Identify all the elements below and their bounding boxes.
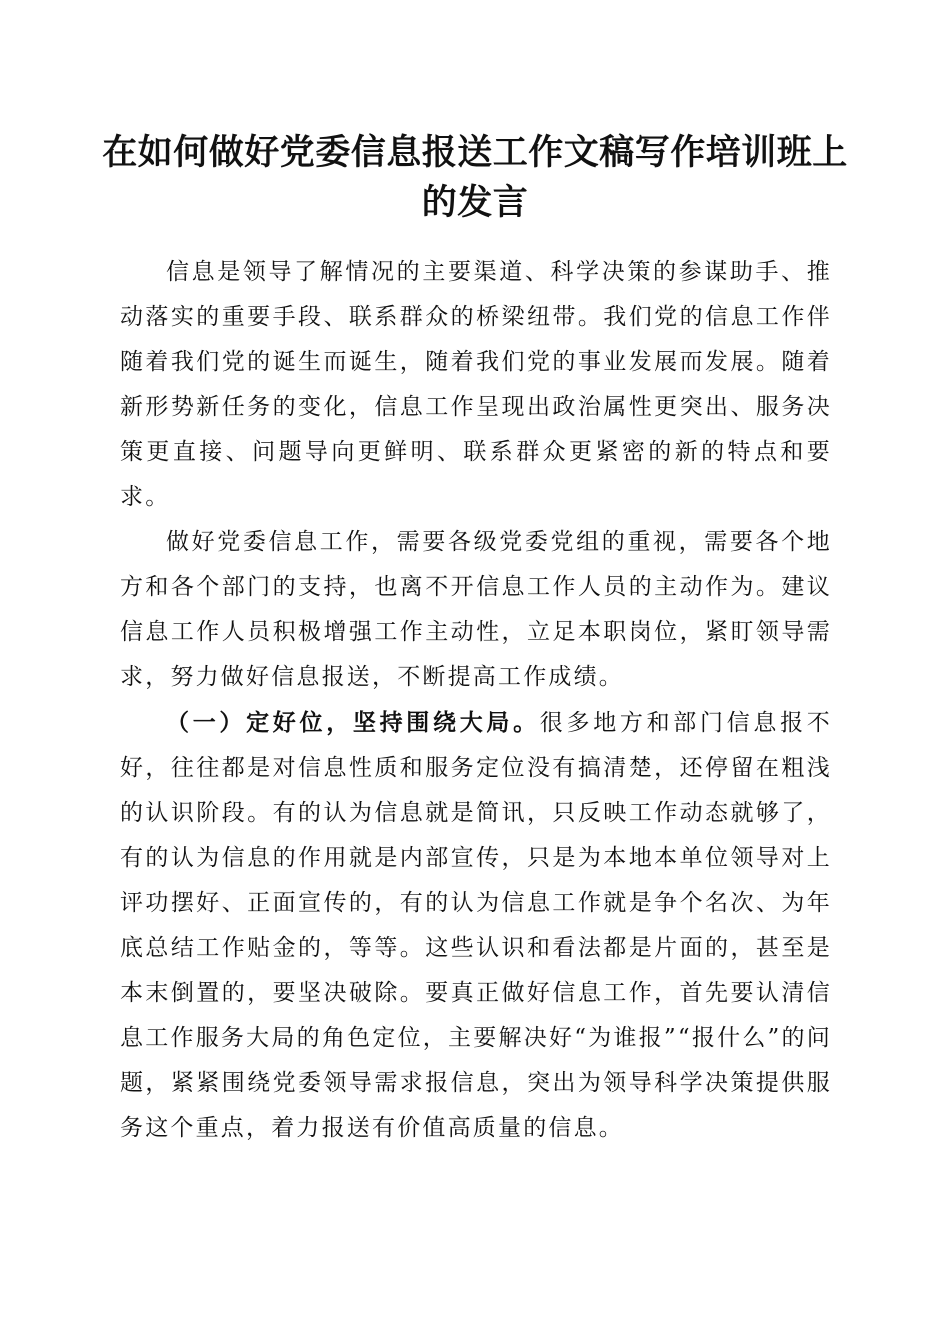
paragraph-text: 做好党委信息工作，需要各级党委党组的重视，需要各个地方和各个部门的支持，也离不开信息工作人员的主动作为。建议信息工作人员积极增强工作主动性，立足本职岗位，紧盯领导需求，努力做好信息报送，不断提高工作成绩。 bbox=[120, 529, 832, 690]
section-heading: （一）定好位，坚持围绕大局。 bbox=[166, 709, 540, 736]
paragraph-section-one bbox=[120, 700, 832, 1151]
paragraph-intro bbox=[120, 250, 832, 520]
paragraph-text: 很多地方和部门信息报不好，往往都是对信息性质和服务定位没有搞清楚，还停留在粗浅的认识阶段。有的认为信息就是简讯，只反映工作动态就够了，有的认为信息的作用就是内部宣传，只是为本地本单位领导对上评功摆好、正面宣传的，有的认为信息工作就是争个名次、为年底总结工作贴金的，等等。这些认识和看法都是片面的，甚至是本末倒置的，要坚决破除。要真正做好信息工作，首先要认清信息工作服务大局的角色定位，主要解决好“为谁报”“报什么”的问题，紧紧围绕党委领导需求报信息，突出为领导科学决策提供服务这个重点，着力报送有价值高质量的信息。 bbox=[120, 710, 832, 1141]
paragraph-text: 信息是领导了解情况的主要渠道、科学决策的参谋助手、推动落实的重要手段、联系群众的桥梁纽带。我们党的信息工作伴随着我们党的诞生而诞生，随着我们党的事业发展而发展。随着新形势新任务的变化，信息工作呈现出政治属性更突出、服务决策更直接、问题导向更鲜明、联系群众更紧密的新的特点和要求。 bbox=[120, 259, 832, 510]
document-title: 在如何做好党委信息报送工作文稿写作培训班上的发言 bbox=[102, 132, 848, 223]
paragraph-suggestion bbox=[120, 520, 832, 700]
document-body bbox=[120, 250, 832, 1151]
